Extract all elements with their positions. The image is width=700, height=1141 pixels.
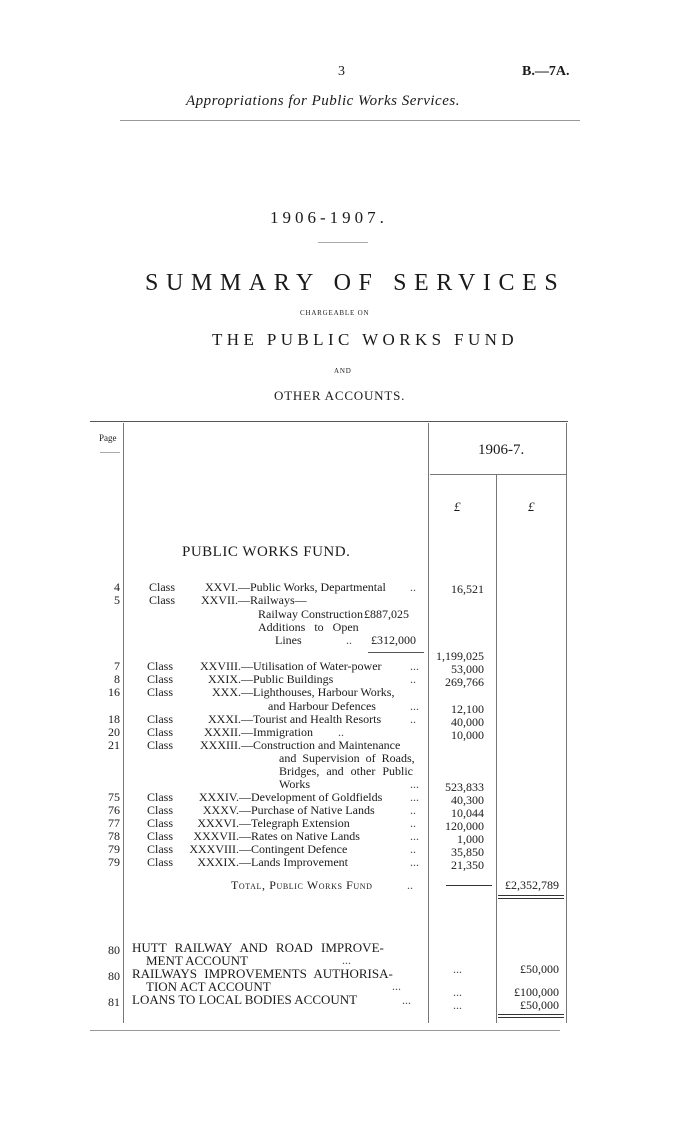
row-leader-dots: .. bbox=[410, 580, 416, 594]
row-leader-dots: ... bbox=[410, 790, 419, 804]
account-leader-dots: ... bbox=[402, 993, 411, 1007]
page-column-header: Page bbox=[99, 433, 117, 443]
row-page-number: 21 bbox=[108, 738, 120, 752]
row-class-number: XXXV. bbox=[202, 803, 239, 817]
account-column-dots: ... bbox=[453, 985, 462, 999]
row-class-label: Class bbox=[149, 580, 176, 594]
row-amount: 40,300 bbox=[451, 793, 484, 807]
railway-additions-label: Additions to Open bbox=[258, 620, 359, 634]
account-leader-dots: ... bbox=[342, 953, 351, 967]
row-description: —Telegraph Extension bbox=[239, 816, 350, 830]
row-class-number: XXX. bbox=[212, 685, 241, 699]
account-page-number: 80 bbox=[108, 969, 120, 983]
row-amount: 120,000 bbox=[445, 819, 484, 833]
row-description: —Rates on Native Lands bbox=[239, 829, 360, 843]
row-description-continued: and Harbour Defences bbox=[268, 699, 376, 713]
row-page-number: 76 bbox=[108, 803, 120, 817]
page-column-divider bbox=[123, 423, 124, 1023]
railway-construction-amount: £887,025 bbox=[364, 607, 409, 621]
page-header-rule bbox=[100, 452, 120, 453]
row-class-label: Class bbox=[147, 672, 174, 686]
row-leader-dots: ... bbox=[410, 699, 419, 713]
row-class-number: XXVIII. bbox=[200, 659, 241, 673]
row-page-number: 7 bbox=[114, 659, 120, 673]
row-description: —Contingent Defence bbox=[239, 842, 348, 856]
row-class-label: Class bbox=[147, 790, 174, 804]
row-page-number: 79 bbox=[108, 855, 120, 869]
row-page-number: 18 bbox=[108, 712, 120, 726]
row-class-label: Class bbox=[147, 842, 174, 856]
row-amount: 53,000 bbox=[451, 662, 484, 676]
row-class-number: XXXIV. bbox=[198, 790, 239, 804]
row-description: —Public Buildings bbox=[241, 672, 334, 686]
total-subtotal-rule bbox=[446, 885, 492, 886]
railway-construction-label: Railway Construction bbox=[258, 607, 363, 621]
row-class-label: Class bbox=[147, 803, 174, 817]
row-page-number: 77 bbox=[108, 816, 120, 830]
row-description: —Railways— bbox=[238, 593, 307, 607]
row-leader-dots: ... bbox=[410, 777, 419, 791]
row-class-label: Class bbox=[147, 816, 174, 830]
row-class-number: XXXVI. bbox=[197, 816, 239, 830]
row-class-label: Class bbox=[147, 829, 174, 843]
row-description: —Development of Goldfields bbox=[239, 790, 383, 804]
summary-title: SUMMARY OF SERVICES bbox=[145, 270, 566, 296]
table-top-rule bbox=[90, 421, 568, 422]
year-header-rule bbox=[430, 474, 566, 475]
row-amount: 1,000 bbox=[457, 832, 484, 846]
other-accounts-title: OTHER ACCOUNTS. bbox=[274, 388, 406, 403]
row-description: —Construction and Maintenance bbox=[241, 738, 401, 752]
row-class-number: XXIX. bbox=[208, 672, 241, 686]
account-page-number: 80 bbox=[108, 943, 120, 957]
row-leader-dots: ... bbox=[410, 659, 419, 673]
year-column-header: 1906-7. bbox=[478, 442, 525, 458]
row-page-number: 4 bbox=[114, 580, 120, 594]
row-amount: 16,521 bbox=[451, 582, 484, 596]
total-double-rule-1 bbox=[498, 895, 564, 896]
row-amount: 269,766 bbox=[445, 675, 484, 689]
railways-total-amount: 1,199,025 bbox=[436, 649, 484, 663]
row-class-label: Class bbox=[147, 725, 174, 739]
railway-additions-amount: £312,000 bbox=[371, 633, 416, 647]
account-amount: £100,000 bbox=[514, 985, 559, 999]
chargeable-subtitle: CHARGEABLE ON bbox=[300, 309, 370, 317]
row-description: —Lands Improvement bbox=[239, 855, 348, 869]
row-leader-dots: .. bbox=[410, 672, 416, 686]
amount-column-divider-2 bbox=[496, 475, 497, 1023]
year-rule bbox=[318, 242, 368, 243]
row-class-label: Class bbox=[147, 659, 174, 673]
account-page-number: 81 bbox=[108, 995, 120, 1009]
row-amount: 40,000 bbox=[451, 715, 484, 729]
railway-additions-dots: .. bbox=[346, 633, 352, 647]
row-description-continued: and Supervision of Roads, bbox=[279, 751, 415, 765]
row-class-number: XXVI. bbox=[205, 580, 238, 594]
row-description: —Immigration bbox=[241, 725, 313, 739]
row-leader-dots: .. bbox=[410, 712, 416, 726]
railway-subtotal-rule bbox=[368, 652, 424, 653]
row-description: —Lighthouses, Harbour Works, bbox=[241, 685, 395, 699]
row-class-number: XXXIII. bbox=[200, 738, 241, 752]
row-page-number: 20 bbox=[108, 725, 120, 739]
row-class-label: Class bbox=[147, 685, 174, 699]
amount-column-divider-3 bbox=[566, 423, 567, 1023]
row-class-number: XXXII. bbox=[204, 725, 241, 739]
row-page-number: 16 bbox=[108, 685, 120, 699]
row-description: —Utilisation of Water-power bbox=[241, 659, 382, 673]
account-description-continued: MENT ACCOUNT bbox=[146, 953, 248, 968]
account-description: LOANS TO LOCAL BODIES ACCOUNT bbox=[132, 992, 358, 1007]
row-class-label: Class bbox=[149, 593, 176, 607]
row-amount: 12,100 bbox=[451, 702, 484, 716]
row-class-number: XXXVIII. bbox=[189, 842, 239, 856]
railway-additions-label-2: Lines bbox=[275, 633, 302, 647]
account-description-continued: TION ACT ACCOUNT bbox=[146, 979, 271, 994]
row-class-label: Class bbox=[147, 712, 174, 726]
account-leader-dots: ... bbox=[392, 979, 401, 993]
row-class-label: Class bbox=[147, 738, 174, 752]
row-class-label: Class bbox=[147, 855, 174, 869]
row-description: —Public Works, Departmental bbox=[238, 580, 386, 594]
and-subtitle: AND bbox=[334, 367, 352, 375]
row-class-number: XXXI. bbox=[208, 712, 241, 726]
total-label: Total, Public Works Fund bbox=[231, 878, 373, 892]
fund-title: THE PUBLIC WORKS FUND bbox=[212, 330, 519, 349]
header-rule bbox=[120, 120, 580, 121]
total-amount: £2,352,789 bbox=[505, 878, 559, 892]
row-leader-dots: .. bbox=[338, 725, 344, 739]
row-description: —Tourist and Health Resorts bbox=[241, 712, 382, 726]
row-leader-dots: .. bbox=[410, 803, 416, 817]
row-description-continued: Bridges, and other Public bbox=[279, 764, 413, 778]
row-leader-dots: .. bbox=[410, 816, 416, 830]
document-ref: B.—7A. bbox=[522, 64, 570, 79]
total-double-rule-2 bbox=[498, 898, 564, 899]
row-amount: 10,044 bbox=[451, 806, 484, 820]
currency-symbol-col1: £ bbox=[454, 499, 461, 514]
page-number: 3 bbox=[338, 64, 345, 79]
running-title: Appropriations for Public Works Services. bbox=[186, 93, 460, 109]
row-class-number: XXXIX. bbox=[197, 855, 239, 869]
row-page-number: 8 bbox=[114, 672, 120, 686]
row-page-number: 78 bbox=[108, 829, 120, 843]
table-bottom-rule bbox=[90, 1030, 560, 1031]
account-column-dots: ... bbox=[453, 962, 462, 976]
row-amount: 523,833 bbox=[445, 780, 484, 794]
row-amount: 21,350 bbox=[451, 858, 484, 872]
row-page-number: 75 bbox=[108, 790, 120, 804]
row-class-number: XXVII. bbox=[201, 593, 238, 607]
row-leader-dots: ... bbox=[410, 829, 419, 843]
accounts-double-rule-1 bbox=[498, 1014, 564, 1015]
row-description: —Purchase of Native Lands bbox=[239, 803, 375, 817]
year-title: 1906-1907. bbox=[270, 208, 388, 227]
row-leader-dots: .. bbox=[410, 842, 416, 856]
row-class-number: XXXVII. bbox=[193, 829, 239, 843]
account-amount: £50,000 bbox=[520, 998, 559, 1012]
row-amount: 35,850 bbox=[451, 845, 484, 859]
row-amount: 10,000 bbox=[451, 728, 484, 742]
account-amount: £50,000 bbox=[520, 962, 559, 976]
total-leader-dots: .. bbox=[407, 878, 413, 892]
accounts-double-rule-2 bbox=[498, 1017, 564, 1018]
row-page-number: 79 bbox=[108, 842, 120, 856]
row-description-continued: Works bbox=[279, 777, 311, 791]
account-description: HUTT RAILWAY AND ROAD IMPROVE- bbox=[132, 940, 384, 955]
account-column-dots: ... bbox=[453, 998, 462, 1012]
currency-symbol-col2: £ bbox=[528, 499, 535, 514]
row-page-number: 5 bbox=[114, 593, 120, 607]
account-description: RAILWAYS IMPROVEMENTS AUTHORISA- bbox=[132, 966, 393, 981]
row-leader-dots: ... bbox=[410, 855, 419, 869]
section-title: PUBLIC WORKS FUND. bbox=[182, 544, 351, 560]
